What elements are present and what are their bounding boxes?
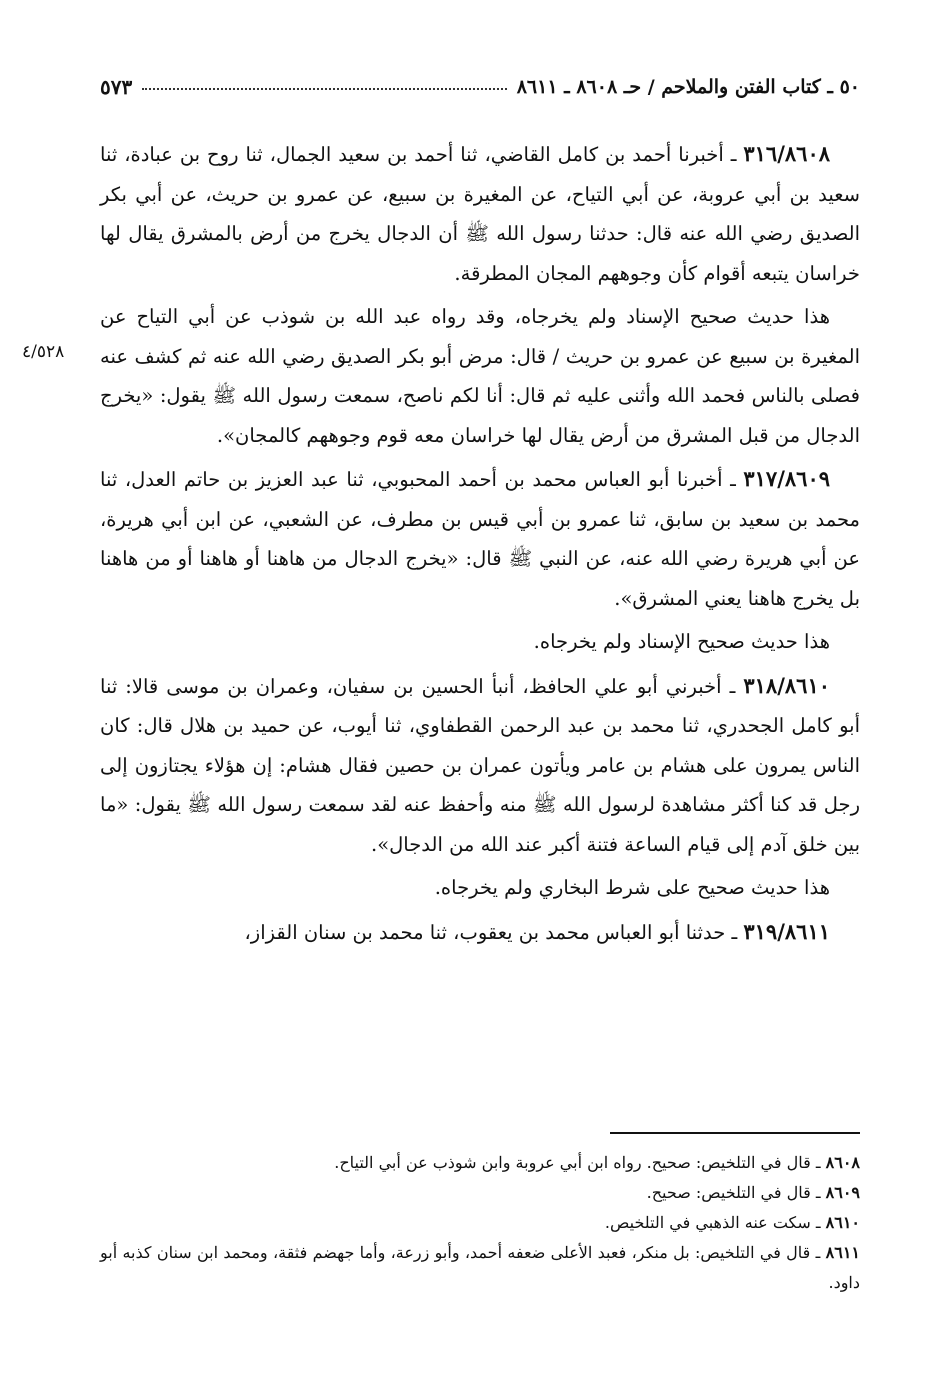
footnotes [100, 1148, 860, 1298]
footnote-text: ـ سكت عنه الذهبي في التلخيص. [604, 1213, 826, 1232]
hadith-number: ٣١٩/٨٦١١ [743, 918, 830, 944]
hadith-paragraph-8608 [100, 134, 860, 293]
hadith-text: ـ أخبرني أبو علي الحافظ، أنبأ الحسين بن سفيان، وعمران بن موسى قالا: ثنا أبو كامل الجحدري، ثنا محمد بن عبد الرحمن القطفاوي، ثنا أيوب، عن حميد بن هلال قال: كان الناس يمرون على هشام بن عامر ويأتون عمران بن حصين فقال هشام: إن هؤلاء يجتازون إلى رجل قد كنا أكثر مشاهدة لرسول الله ﷺ منه وأحفظ عنه لقد سمعت رسول الله ﷺ يقول: «ما بين خلق آدم إلى قيام الساعة فتنة أكبر عند الله من الدجال». [100, 674, 860, 856]
footnote-text: ـ قال في التلخيص: بل منكر، فعبد الأعلى ضعفه أحمد، وأبو زرعة، وأما جهضم فثقة، ومحمد ابن سنان كذبه أبو داود. [100, 1243, 860, 1292]
commentary-paragraph [100, 297, 860, 455]
footnote-text: ـ قال في التلخيص: صحيح. [646, 1183, 826, 1202]
footnote-8610 [100, 1208, 860, 1238]
book-page [22, 70, 860, 1292]
running-header-title: ٥٠ ـ كتاب الفتن والملاحم / حـ ٨٦٠٨ ـ ٨٦١١ [516, 76, 860, 98]
commentary-text: هذا حديث صحيح الإسناد ولم يخرجاه، وقد رواه عبد الله بن شوذب عن أبي التياح عن المغيرة بن سبيع عن عمرو بن حريث / قال: مرض أبو بكر الصديق رضي الله عنه ثم كشف عنه فصلى بالناس فحمد الله وأثنى عليه ثم قال: أنا لكم ناصح، سمعت رسول الله ﷺ يقول: «يخرج الدجال من قبل المشرق من أرض يقال لها خراسان معه قوم وجوههم كالمجان». [100, 305, 860, 447]
running-header [100, 70, 860, 104]
footnote-number: ٨٦١٠ [825, 1213, 860, 1232]
hadith-text: ـ حدثنا أبو العباس محمد بن يعقوب، ثنا محمد بن سنان القزاز، [244, 920, 744, 944]
footnote-8608 [100, 1148, 860, 1178]
hadith-text: ـ أخبرنا أبو العباس محمد بن أحمد المحبوبي، ثنا عبد العزيز بن حاتم العدل، ثنا محمد بن سعيد بن سابق، ثنا عمرو بن أبي قيس بن مطرف، عن الشعبي، عن ابن أبي هريرة، عن أبي هريرة رضي الله عنه، عن النبي ﷺ قال: «يخرج الدجال من هاهنا أو هاهنا أو من هاهنا بل يخرج هاهنا يعني المشرق». [100, 468, 860, 610]
main-text [100, 134, 860, 952]
footnote-separator-rule [610, 1132, 860, 1134]
hadith-number: ٣١٦/٨٦٠٨ [743, 141, 830, 166]
commentary-paragraph [100, 622, 860, 662]
header-dot-leader [142, 88, 506, 90]
hadith-text: ـ أخبرنا أحمد بن كامل القاضي، ثنا أحمد بن سعيد الجمال، ثنا روح بن عبادة، ثنا سعيد بن أبي عروبة، عن أبي التياح، عن المغيرة بن سبيع، عن عمرو بن حريث، عن أبي بكر الصديق رضي الله عنه قال: حدثنا رسول الله ﷺ أن الدجال يخرج من أرض بالمشرق يقال لها خراسان يتبعه أقوام كأن وجوههم المجان المطرقة. [100, 143, 860, 285]
footnote-8611 [100, 1238, 860, 1298]
page-number: ٥٧٣ [100, 75, 133, 99]
hadith-number: ٣١٧/٨٦٠٩ [743, 466, 830, 491]
footnote-8609 [100, 1178, 860, 1208]
hadith-paragraph-8609 [100, 459, 860, 618]
footnote-number: ٨٦١١ [825, 1243, 860, 1262]
footnote-number: ٨٦٠٨ [825, 1153, 860, 1172]
hadith-paragraph-8611 [100, 912, 860, 953]
footnote-text: ـ قال في التلخيص: صحيح. رواه ابن أبي عروبة وابن شوذب عن أبي التياح. [334, 1153, 826, 1172]
commentary-paragraph [100, 868, 860, 908]
hadith-number: ٣١٨/٨٦١٠ [743, 672, 830, 698]
commentary-text: هذا حديث صحيح على شرط البخاري ولم يخرجاه. [434, 876, 830, 899]
margin-volume-page-reference: ٤/٥٢٨ [22, 342, 65, 362]
footnote-number: ٨٦٠٩ [825, 1183, 860, 1202]
commentary-text: هذا حديث صحيح الإسناد ولم يخرجاه. [533, 630, 830, 653]
hadith-paragraph-8610 [100, 666, 860, 865]
